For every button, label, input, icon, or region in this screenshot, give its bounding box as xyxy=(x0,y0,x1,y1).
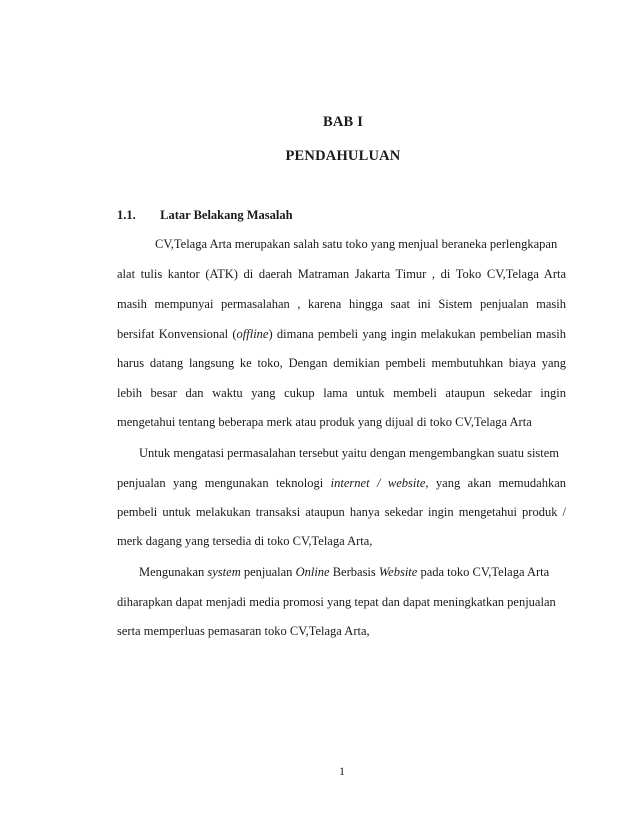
emphasis-website: Website xyxy=(378,565,418,579)
section-title: Latar Belakang Masalah xyxy=(160,208,293,222)
text-line: masih mempunyai permasalahan , karena hingga saat ini Sistem penjualan masih xyxy=(117,297,566,311)
text-line: diharapkan dapat menjadi media promosi yang tepat dan dapat meningkatkan penjualan xyxy=(117,595,556,609)
text-line: alat tulis kantor (ATK) di daerah Matraman Jakarta Timur , di Toko CV,Telaga Arta xyxy=(117,267,566,281)
text-line: lebih besar dan waktu yang cukup lama untuk membeli ataupun sekedar ingin xyxy=(117,386,566,400)
text-line: bersifat Konvensional (offline) dimana pembeli yang ingin melakukan pembelian masih xyxy=(117,327,567,341)
emphasis-offline: offline xyxy=(236,327,269,341)
section-number: 1.1. xyxy=(117,208,136,222)
text-line: CV,Telaga Arta merupakan salah satu toko yang menjual beraneka perlengkapan xyxy=(155,237,558,251)
chapter-title: PENDAHULUAN xyxy=(285,148,401,164)
chapter-heading: BAB I xyxy=(322,114,364,130)
text-line: merk dagang yang tersedia di toko CV,Telaga Arta, xyxy=(117,534,373,548)
emphasis-online: Online xyxy=(295,565,330,579)
text-line: penjualan yang mengunakan teknologi internet / website, yang akan memudahkan xyxy=(117,476,566,490)
text-line: harus datang langsung ke toko, Dengan demikian pembeli membutuhkan biaya yang xyxy=(117,356,566,370)
text-line: Mengunakan system penjualan Online Berbasis Website pada toko CV,Telaga Arta xyxy=(139,565,550,579)
section-heading xyxy=(117,208,293,223)
text-line: serta memperluas pemasaran toko CV,Telaga Arta, xyxy=(117,624,370,638)
emphasis-internet-website: internet / website xyxy=(330,476,426,490)
page-number: 1 xyxy=(339,764,345,778)
text-line: Untuk mengatasi permasalahan tersebut yaitu dengan mengembangkan suatu sistem xyxy=(139,446,560,460)
emphasis-system: system xyxy=(207,565,241,579)
text-line: mengetahui tentang beberapa merk atau produk yang dijual di toko CV,Telaga Arta xyxy=(117,415,532,429)
text-line: pembeli untuk melakukan transaksi ataupun hanya sekedar ingin mengetahui produk / xyxy=(117,505,566,519)
